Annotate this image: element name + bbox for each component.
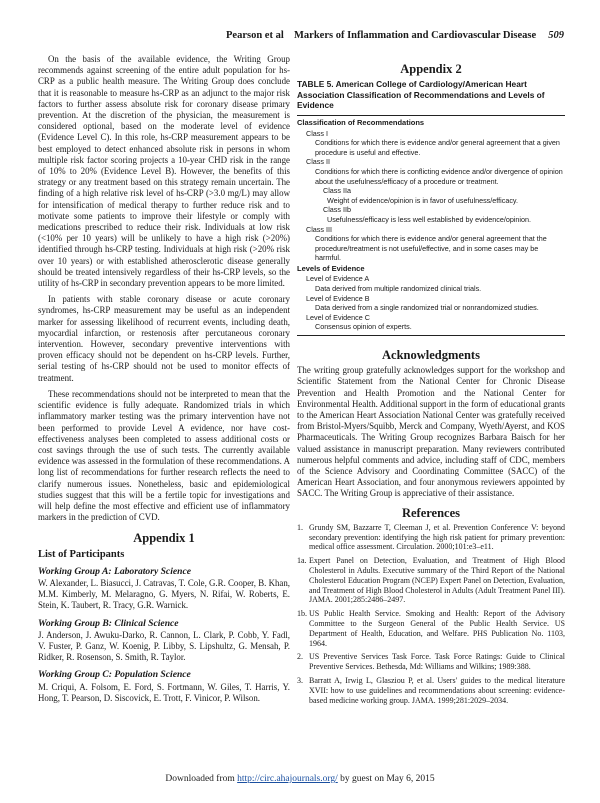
footer-prefix: Downloaded from	[165, 774, 238, 784]
reference-number: 2.	[297, 652, 303, 662]
table-class-label: Class IIb	[323, 205, 351, 215]
reference-text: Barratt A, Irwig L, Glasziou P, et al. Users' guides to the medical literature XVII: how to use guidelines and recommendations about screening: evidence-based medicine working group. JAMA. 1999;281:2029–2034.	[309, 676, 565, 705]
reference-list	[297, 523, 565, 706]
table-level-text: Data derived from multiple randomized clinical trials.	[315, 284, 482, 294]
table-class-label: Class II	[306, 157, 330, 167]
body-paragraph: These recommendations should not be interpreted to mean that the scientific evidence is fully adequate. Randomized trials in which inflammatory marker testing was the primary intervention have not been performed to provide Level A evidence, nor have cost-effectiveness analyses been completed to assess additional costs or cost savings through the use of such tests. The currently available evidence was assessed in the formulation of these recommendations. A long list of recommendations for further research reflects the need to clarify numerous issues. Nonetheless, basic and epidemiological studies suggest that this will be a fertile topic for investigations and will help define the most effective and efficient use of inflammatory markers in the prediction of CVD.	[38, 388, 290, 523]
appendix2-title: Appendix 2	[400, 62, 462, 76]
acknowledgments-text: The writing group gratefully acknowledges support for the workshop and Scientific Statement from the National Center for Chronic Disease Prevention and Health Promotion and the National Center for Environmental Health. Additional support in the form of educational grants to the American Heart Association National Center was gratefully received from Bristol-Myers/Squibb, Merck and Company, Wyeth/Ayerst, and KOS Pharmaceuticals. The Writing Group recognizes Barbara Baisch for her valued assistance in manuscript preparation. Many reviewers contributed numerous helpful comments and advice, including staff of CDC, members of the Science Advisory and Coordinating Committee (SACC) of the American Heart Association, and four anonymous reviewers appointed by SACC. The Writing Group is appreciative of their assistance.	[297, 365, 565, 499]
table-rule	[297, 115, 565, 116]
reference-number: 1.	[297, 522, 303, 532]
table-level-label: Level of Evidence A	[306, 274, 370, 284]
working-group-members: J. Anderson, J. Awuku-Darko, R. Cannon, L. Clark, P. Cobb, Y. Fadl, V. Fuster, P. Ganz, W. Koenig, P. Libby, S. Lipshultz, G. Mensah, P. Ridker, R. Rosenson, S. Smith, R. Taylor.	[38, 629, 290, 663]
reference-text: Grundy SM, Bazzarre T, Cleeman J, et al. Prevention Conference V: beyond secondary prevention: identifying the high risk patient for primary prevention: medical office assessment. Circulation. 2000;101:e3–e11.	[309, 522, 565, 552]
reference-item	[297, 556, 565, 605]
reference-number: 1a.	[297, 556, 307, 566]
footer-suffix: by guest on May 6, 2015	[337, 774, 435, 784]
right-column	[297, 54, 565, 709]
working-group-title: Working Group C: Population Science	[38, 669, 191, 681]
table-class-text: Conditions for which there is conflicting evidence and/or divergence of opinion about the usefulness/efficacy of a procedure or treatment.	[315, 166, 563, 186]
running-header	[38, 30, 564, 44]
working-group-members: W. Alexander, L. Biasucci, J. Catravas, T. Cole, G.R. Cooper, B. Khan, M.M. Kimberly, M. Melaragno, G. Myers, N. Rifai, W. Roberts, E. Stein, K. Taubert, R. Tracy, G.R. Warnick.	[38, 577, 291, 611]
reference-text: US Preventive Services Task Force. Task Force Ratings: Guide to Clinical Preventive Services. Bethesda, Md: Williams and Wilkins; 1989:388.	[309, 652, 565, 672]
table-section-heading: Levels of Evidence	[297, 263, 365, 273]
reference-text: Expert Panel on Detection, Evaluation, and Treatment of High Blood Cholesterol in Adults. Executive summary of the Third Report of the National Cholesterol Education Program (NCEP) Expert Panel on Detection, Evaluation, and Treatment of High Blood Cholesterol in Adults (Adult Treatment Panel III). JAMA. 2001;285:2486–2497.	[309, 556, 565, 605]
reference-number: 1b.	[297, 609, 307, 619]
reference-item	[297, 676, 565, 705]
reference-text: US Public Health Service. Smoking and Health: Report of the Advisory Committee to the Surgeon General of the Public Health Service. US Department of Health, Education, and Welfare. PHS Publication No. 1103, 1964.	[309, 609, 565, 648]
references-title: References	[401, 505, 461, 520]
header-title: Markers of Inflammation and Cardiovascular Disease	[294, 30, 537, 41]
body-paragraph: In patients with stable coronary disease or acute coronary syndromes, hs-CRP measurement may be useful as an independent marker for assessing likelihood of recurrent events, including death, myocardial infarction, or restenosis after percutaneous coronary intervention. However, secondary preventive interventions with proven efficacy should not be dependent on hs-CRP levels. Further, serial testing of hs-CRP should not be used to monitor effects of treatment.	[38, 294, 290, 383]
table-class-text: Conditions for which there is evidence and/or general agreement that the procedure/treatment is not useful/effective, and in some cases may be harmful.	[315, 234, 547, 263]
table-5	[297, 79, 565, 336]
header-authors: Pearson et al	[226, 30, 284, 41]
table-level-text: Consensus opinion of experts.	[315, 322, 412, 332]
working-group-title: Working Group B: Clinical Science	[38, 617, 179, 629]
table-level-label: Level of Evidence C	[306, 312, 370, 322]
table-level-label: Level of Evidence B	[306, 293, 370, 303]
working-group-members: M. Criqui, A. Folsom, E. Ford, S. Fortmann, W. Giles, T. Harris, Y. Hong, T. Pearson, D. Siscovick, E. Trott, F. Vinicor, P. Wilson.	[38, 681, 290, 703]
reference-item	[297, 523, 565, 552]
download-footer	[0, 774, 600, 784]
participants-title: List of Participants	[38, 548, 125, 560]
table-level-text: Data derived from a single randomized trial or nonrandomized studies.	[315, 303, 539, 313]
table-class-label: Class III	[306, 224, 332, 234]
table-class-text: Conditions for which there is evidence and/or general agreement that a given procedure is useful and effective.	[315, 138, 560, 157]
table-5-title: TABLE 5. American College of Cardiology/American Heart Association Classification of Recommendations and Levels of Evidence	[297, 79, 545, 111]
working-group-title: Working Group A: Laboratory Science	[38, 565, 191, 577]
appendix1-title: Appendix 1	[133, 531, 195, 546]
reference-item	[297, 652, 565, 672]
reference-item	[297, 609, 565, 648]
table-class-text: Usefulness/efficacy is less well established by evidence/opinion.	[327, 214, 532, 224]
journal-link[interactable]: http://circ.ahajournals.org/	[237, 774, 338, 784]
page-number: 509	[548, 30, 564, 41]
acknowledgments-title: Acknowledgments	[382, 348, 480, 363]
table-class-label: Class I	[306, 128, 328, 138]
table-rule	[297, 335, 565, 336]
table-section-heading: Classification of Recommendations	[297, 117, 425, 127]
table-class-text: Weight of evidence/opinion is in favor of usefulness/efficacy.	[327, 195, 518, 205]
body-paragraph: On the basis of the available evidence, the Writing Group recommends against screening of the entire adult population for hs-CRP as a public health measure. The Writing Group does conclude that it is reasonable to measure hs-CRP as an adjunct to the major risk factors to further assess absolute risk for coronary disease primary prevention. At the discretion of the physician, the measurement is considered optional, based on the moderate level of evidence (Evidence Level C). In this role, hs-CRP measurement appears to be best employed to detect enhanced absolute risk in persons in whom multiple risk factor scoring projects a 10-year CHD risk in the range of 10% to 20% (Evidence Level B). However, the benefits of this strategy or any treatment based on this strategy remain uncertain. The finding of a high relative risk level of hs-CRP (>3.0 mg/L) may allow for intensification of medical therapy to further reduce risk and to motivate some patients to improve their lifestyle or comply with medications prescribed to reduce their risk. Individuals at low risk (<10% per 10 years) will be unlikely to have a high risk (>20%) identified through hs-CRP testing. Individuals at high risk (>20% risk over 10 years) or with established atherosclerotic disease generally should be treated intensively regardless of their hs-CRP levels, so the utility of hs-CRP in secondary prevention appears to be more limited.	[38, 54, 290, 289]
left-column	[38, 54, 290, 710]
reference-number: 3.	[297, 676, 303, 686]
table-class-label: Class IIa	[323, 186, 351, 196]
